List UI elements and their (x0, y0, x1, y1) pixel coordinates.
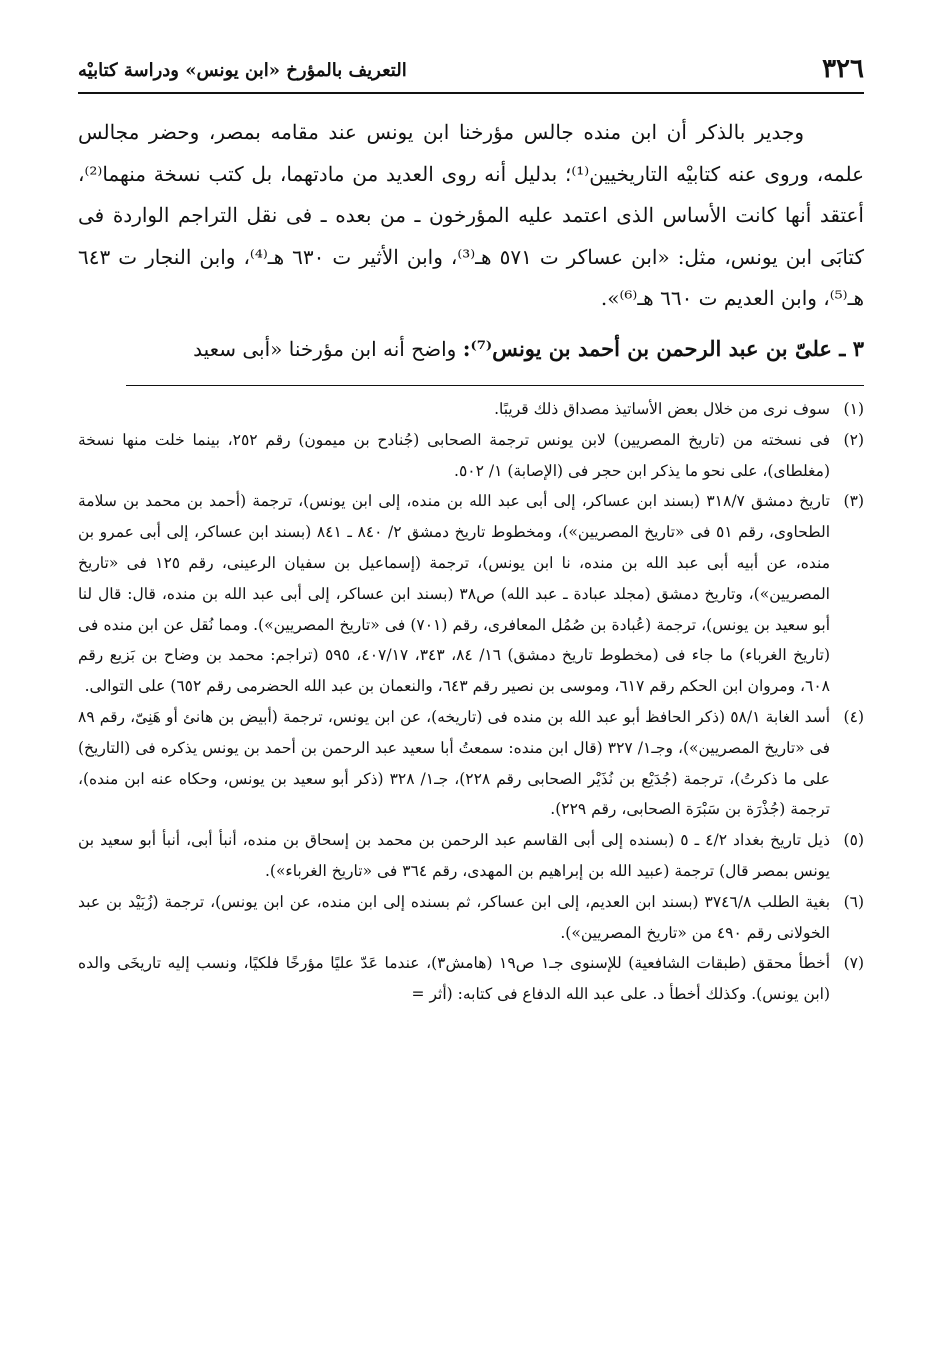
running-title: التعريف بالمؤرخ «ابن يونس» ودراسة كتابيْه (78, 60, 407, 81)
footnote (78, 425, 864, 487)
footnote (78, 486, 864, 702)
footnote-text: أسد الغابة ٥٨/١ (ذكر الحافظ أبو عبد الله بن منده فى (تاريخه)، عن ابن يونس، ترجمة (أبيض بن هانئ أو هَنِىّ، رقم ٨٩ فى «تاريخ المصريين»)، وجـ١/ ٣٢٧ (قال ابن منده: سمعتُ أبا سعيد عبد الرحمن بن أحمد بن يونس يذكره فى (التاريخ) على ما ذكرتُ)، ترجمة (جُدَيْع بن نُذَيْر الصحابى رقم ٢٢٨)، جـ١/ ٣٢٨ (ذكر أبو سعيد بن يونس، وحكاه عنه ابن منده)، ترجمة (جُذْرَة بن سَبْرَة الصحابى، رقم ٢٢٩). (78, 707, 830, 819)
page-header (78, 52, 864, 94)
footnote (78, 702, 864, 825)
footnote-text: بغية الطلب ٣٧٤٦/٨ (بسند ابن العديم، إلى ابن عساكر، ثم بسنده إلى ابن منده، عن ابن يونس)، ترجمة (زُبَيْد بن عبد الخولانى رقم ٤٩٠ من «تاريخ المصريين»). (78, 892, 831, 942)
footnote-number: (٣) (843, 492, 864, 511)
body-paragraph: وجدير بالذكر أن ابن منده جالس مؤرخنا ابن يونس عند مقامه بمصر، وحضر مجالس علمه، وروى عنه كتابيْه التاريخيين⁽¹⁾؛ بدليل أنه روى العديد من مادتهما، بل كتب نسخة منهما⁽²⁾، أعتقد أنها كانت الأساس الذى اعتمد عليه المؤرخون ـ من بعده ـ فى نقل التراجم الواردة فى كتابَى ابن يونس، مثل: «ابن عساكر ت ٥٧١ هـ⁽³⁾، وابن الأثير ت ٦٣٠ هـ⁽⁴⁾، وابن النجار ت ٦٤٣ هـ⁽⁵⁾، وابن العديم ت ٦٦٠ هـ⁽⁶⁾». (78, 120, 864, 310)
footnote-text: تاريخ دمشق ٣١٨/٧ (بسند ابن عساكر، إلى أبى عبد الله بن منده، إلى ابن يونس)، ترجمة (أحمد بن محمد بن سلامة الطحاوى، رقم ٥١ فى «تاريخ المصريين»)، ومخطوط تاريخ دمشق ٢/ ٨٤٠ ـ ٨٤١ (بسند ابن عساكر، إلى أبى عمرو بن منده، عن أبيه أبى عبد الله بن منده، نا ابن يونس)، ترجمة (إسماعيل بن سفيان الرعينى، رقم ١٢٥ فى «تاريخ المصريين»)، وتاريخ دمشق (مجلد عبادة ـ عبد الله) ص٣٨ (بسند ابن عساكر، إلى أبى عبد الله بن منده، قال: قال لنا أبو سعيد بن يونس)، ترجمة (عُبادة بن صُمُل المعافرى، رقم (٧٠١) فى «تاريخ المصريين»). ومما نُقل عن ابن منده فى (تاريخ الغرباء) ما جاء فى (مخطوط تاريخ دمشق) ١٦/ ٨٤، ٣٤٣، ٤٠٧/١٧، ٥٩٥ (تراجم: محمد بن وضاح بن بَزيع رقم ٦٠٨، ومروان ابن الحكم رقم ٦١٧، وموسى بن نصير رقم ٦٤٣، والنعمان بن عبد الله الحضرمى رقم ٦٥٢) على التوالى. (78, 492, 830, 696)
footnote-text: سوف نرى من خلال بعض الأساتيذ مصداق ذلك قريبًا. (494, 400, 830, 418)
footnote (78, 394, 864, 425)
footnote-text: فى نسخته من (تاريخ المصريين) لابن يونس ترجمة الصحابى (جُنادح بن ميمون) رقم ٢٥٢، بينما خلت منها نسخة (مغلطاى)، على نحو ما يذكر ابن حجر فى (الإصابة) ١/ ٥٠٢. (78, 430, 830, 480)
page-number: ٣٢٦ (822, 54, 864, 84)
footnote-number: (٢) (843, 430, 864, 449)
footnote-text: ذيل تاريخ بغداد ٤/٢ ـ ٥ (بسنده إلى أبى القاسم عبد الرحمن بن محمد بن إسحاق بن منده، أنبأ أبى، أنبأ أبو سعيد بن يونس بمصر قال) ترجمة (عبيد الله بن إبراهيم بن المهدى، رقم ٣٦٤ فى «تاريخ الغرباء»). (78, 831, 830, 880)
footnote (78, 825, 864, 887)
main-text (78, 112, 864, 370)
footnote-number: (٤) (843, 707, 864, 726)
footnote-number: (١) (843, 400, 864, 418)
footnote-number: (٧) (843, 954, 865, 973)
item-text: واضح أنه ابن مؤرخنا «أبى سعيد (193, 336, 457, 361)
footnotes (78, 394, 864, 1010)
footnote-text: أخطأ محقق (طبقات الشافعية) للإسنوى جـ١ ص١٩ (هامش٣)، عندما عَدّ عليًا مؤرخًا فلكيًا، ونسب إليه تاريخَى والده (ابن يونس). وكذلك أخطأ د. على عبد الله الدفاع فى كتابه: (أثر = (78, 954, 831, 1004)
item-heading: ٣ ـ علىّ بن عبد الرحمن بن أحمد بن يونس⁽⁷⁾: (462, 335, 864, 361)
footnote-number: (٦) (843, 892, 865, 911)
footnote-divider (126, 385, 864, 386)
numbered-item (78, 328, 864, 371)
footnote (78, 887, 864, 949)
footnote-number: (٥) (843, 831, 864, 850)
footnote (78, 948, 864, 1010)
